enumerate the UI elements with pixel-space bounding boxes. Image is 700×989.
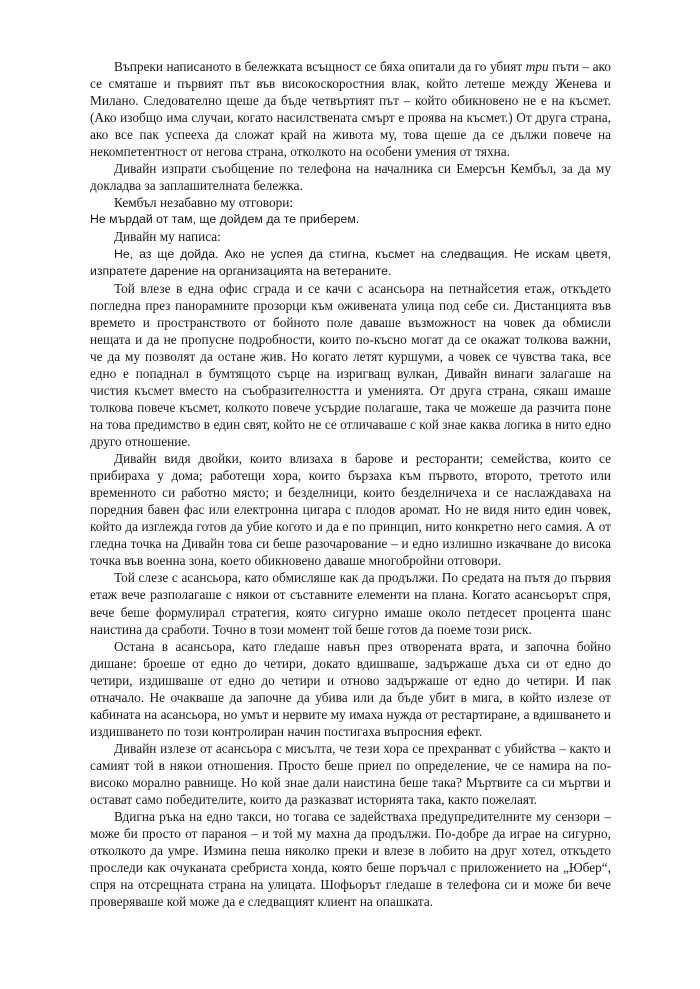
paragraph-5: Дивайн му написа:	[114, 229, 221, 245]
text-message-sent: Не, аз ще дойда. Ако не успея да стигна, късмет на следващия. Не искам цветя, изпратете дарение на организацията на ветераните.	[90, 246, 611, 278]
paragraph-3: Кембъл незабавно му отговори:	[114, 195, 294, 211]
text-message-reply: Не мърдай от там, ще дойдем да те приберем.	[90, 212, 360, 227]
paragraph-9: Той слезе с асансьора, като обмисляше как да продължи. По средата на пътя до първия етаж вече разполагаше с някои от съставните елементи на плана. Когато асансьорът спря, вече беше формулирал стратегия, която сигурно имаше около петдесет процента шанс наистина да сработи. Точно в този момент той беше готов да поеме този риск.	[90, 570, 611, 637]
body-text	[90, 58, 611, 910]
paragraph-1-start: Въпреки написаното в бележката всъщност се бяха опитали да го убият	[114, 59, 526, 74]
paragraph-8: Дивайн видя двойки, които влизаха в барове и ресторанти; семейства, които се прибираха у дома; работещи хора, които бързаха към първото, второто, третото или временното си работно място; и безделници, които безделничеха и се наслаждаваха на поредния бавен фас или електронна цигара с плодов аромат. Но не видя нито един човек, който да изглежда готов да убие когото и да е по принцип, нито конкретно него самия. А от гледна точка на Дивайн това си беше разочарование – и едно излишно изкачване до висока точка във военна зона, което обикновено даваше многобройни отговори.	[90, 451, 611, 569]
paragraph-11: Дивайн излезе от асансьора с мисълта, че тези хора се прехранват с убийства – както и самият той в някои отношения. Просто беше приел по определение, че се намира на по-високо морално равнище. Но кой знае дали наистина беше така? Мъртвите са си мъртви и остават само победителите, които да разказват историята така, както пожелаят.	[90, 740, 611, 808]
paragraph-1-rest: пъти – ако се смяташе и първият път във високоскоростния влак, който летеше между Женева и Милано. Следователно щеше да бъде четвъртият път – който обикновено не е на късмет. (Ако изобщо има случаи, когато насилствената смърт е проява на късмет.) От друга страна, ако все пак успееха да сложат край на живота му, това щеше да се дължи повече на некомпетентност от негова страна, отколкото на особени умения от тяхна.	[90, 59, 611, 160]
paragraph-12: Вдигна ръка на едно такси, но тогава се задействаха предупредителните му сензори – може би просто от параноя – и той му махна да продължи. По-добре да играе на сигурно, отколкото да умре. Измина пеша няколко преки и влезе в лобито на друг хотел, откъдето проследи как очуканата сребриста хонда, която беше поръчал с приложението на „Юбер“, спря на отсрещната страна на улицата. Шофьорът гледаше в телефона си и може би вече проверяваше кой може да е следващият клиент на опашката.	[90, 809, 611, 910]
paragraph-7: Той влезе в една офис сграда и се качи с асансьора на петнайсетия етаж, откъдето погледна през панорамните прозорци към оживената улица под себе си. Дистанцията във времето и пространството от бойното поле даваше възможност на човек да обмисли нещата и да не пропусне подробности, които по-късно могат да се окажат толкова важни, че да му позволят да остане жив. Но когато летят куршуми, а човек се чувства така, все едно е попаднал в бумтящото сърце на изригващ вулкан, Дивайн винаги залагаше на чистия късмет вместо на съобразителността и уменията. От друга страна, сякаш имаше толкова повече късмет, колкото повече усърдие полагаше, така че можеше да разчита поне на това предимство в един свят, който не се отличаваше с кой знае каква логика в нито едно друго отношение.	[90, 280, 611, 450]
paragraph-10: Остана в асансьора, като гледаше навън през отворената врата, и започна бойно дишане: броеше от едно до четири, докато вдишваше, задържаше дъха си от едно до четири, издишваше от едно до четири и отново задържаше от едно до четири. И пак отначало. Не очакваше да започне да убива или да бъде убит в мига, в който излезе от кабината на асансьора, но умът и нервите му имаха нужда от рестартиране, а вдишването и издишването по този контролиран начин постигаха въпросния ефект.	[90, 638, 611, 739]
paragraph-1	[90, 58, 611, 160]
emphasis-three: три	[525, 59, 549, 74]
paragraph-2: Дивайн изпрати съобщение по телефона на началника си Емерсън Кембъл, за да му докладва за заплашителната бележка.	[90, 161, 611, 194]
